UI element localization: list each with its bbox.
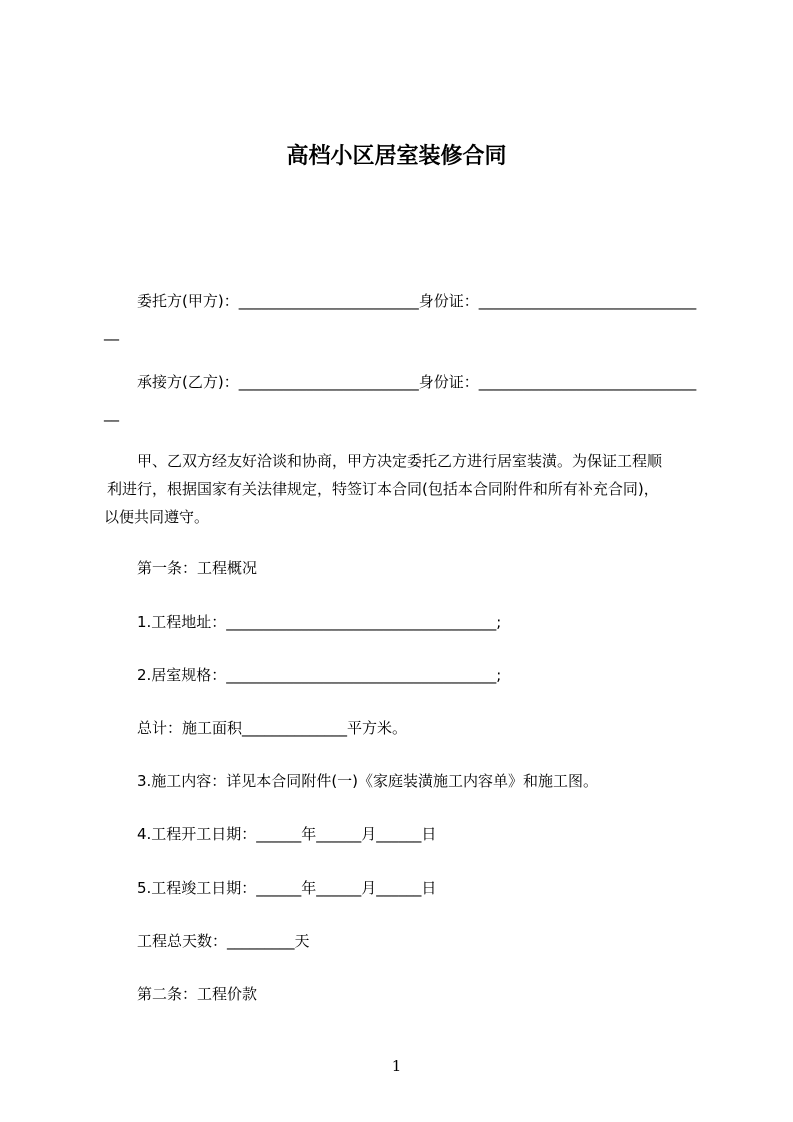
party-a-line: 委托方(甲方)：________________________身份证：_____________________________ [137,292,697,310]
article-1-heading: 第一条：工程概况 [137,559,258,577]
total-area-line: 总计：施工面积______________平方米。 [137,719,408,737]
intro-paragraph-line: 利进行，根据国家有关法律规定，特签订本合同(包括本合同附件和所有补充合同)， [107,480,659,498]
article-2-heading: 第二条：工程价款 [137,985,258,1003]
construction-content-line: 3.施工内容：详见本合同附件(一)《家庭装潢施工内容单》和施工图。 [137,772,599,790]
intro-paragraph-line: 以便共同遵守。 [104,508,210,526]
page-number: 1 [391,1057,402,1075]
party-b-line: 承接方(乙方)：________________________身份证：_____________________________ [137,373,697,391]
document-title: 高档小区居室装修合同 [286,144,507,169]
party-a-line-continued: __ [104,323,119,341]
start-date-line: 4.工程开工日期：______年______月______日 [137,825,437,843]
total-days-line: 工程总天数：_________天 [137,932,310,950]
party-b-line-continued: __ [104,404,119,422]
completion-date-line: 5.工程竣工日期：______年______月______日 [137,879,437,897]
intro-paragraph-line: 甲、乙双方经友好洽谈和协商，甲方决定委托乙方进行居室装潢。为保证工程顺 [137,452,663,470]
project-address-line: 1.工程地址：____________________________________; [137,613,502,631]
room-spec-line: 2.居室规格：____________________________________; [137,666,502,684]
